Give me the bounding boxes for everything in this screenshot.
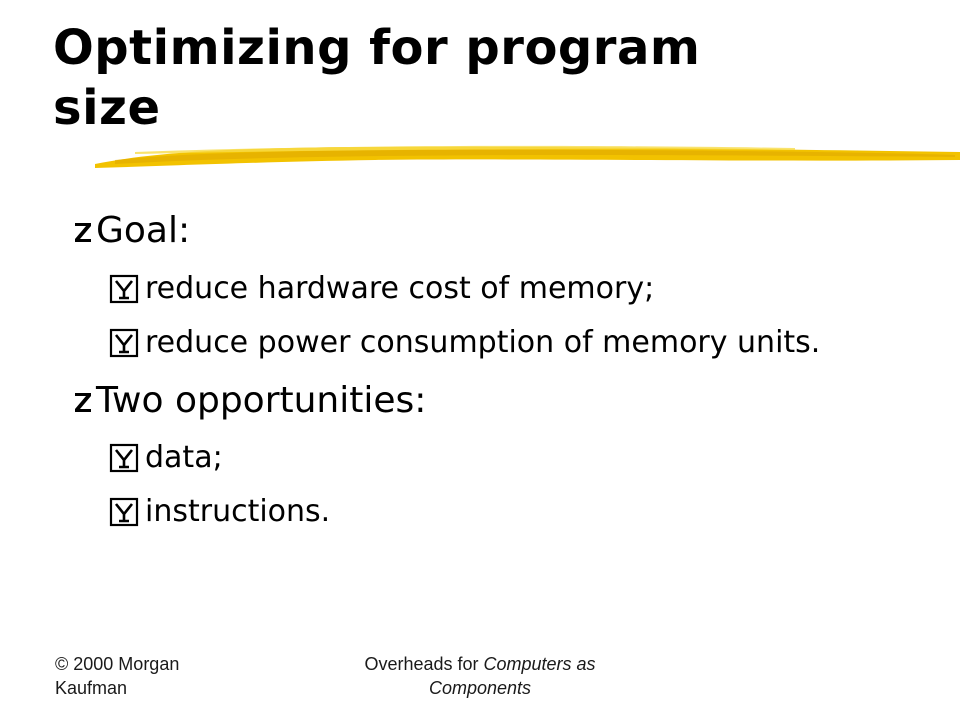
footer-copyright-line-1: © 2000 Morgan (55, 654, 180, 674)
bullet-text: Two opportunities: (96, 379, 427, 421)
sub-bullet-hardware-cost (109, 268, 654, 308)
bullet-two-opportunities (72, 376, 426, 424)
footer-book-title-part-2: Components (428, 678, 532, 698)
sub-bullet-instructions (109, 491, 330, 531)
z-bullet-icon (72, 215, 94, 245)
y-box-bullet-icon (109, 326, 139, 358)
sub-bullet-power-consumption (109, 322, 820, 362)
y-box-bullet-icon (109, 495, 139, 527)
bullet-text: Goal: (96, 209, 191, 251)
sub-bullet-data (109, 437, 223, 477)
bullet-text: reduce power consumption of memory units. (145, 324, 821, 360)
y-box-bullet-icon (109, 272, 139, 304)
z-bullet-icon (72, 385, 94, 415)
footer-copyright-line-2: Kaufman (55, 678, 128, 698)
footer-book-title-part-1: Computers as (483, 654, 596, 674)
footer-copyright (55, 652, 215, 700)
slide-title-line-2: size (53, 80, 161, 136)
bullet-text: data; (145, 439, 223, 475)
bullet-text: instructions. (145, 493, 331, 529)
y-box-bullet-icon (109, 441, 139, 473)
bullet-text: reduce hardware cost of memory; (145, 270, 655, 306)
footer-source (330, 652, 630, 700)
slide-title-line-1: Optimizing for program (53, 20, 701, 76)
bullet-goal (72, 206, 190, 254)
footer-source-prefix: Overheads for (364, 654, 484, 674)
